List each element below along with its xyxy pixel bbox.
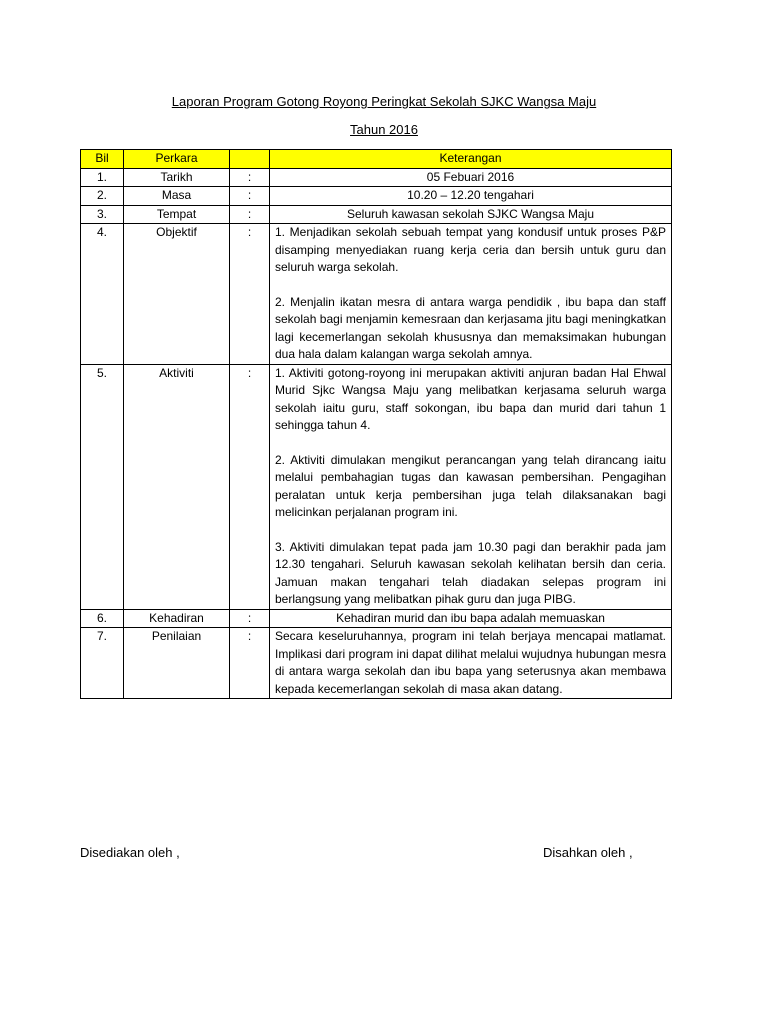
document-title: Laporan Program Gotong Royong Peringkat Sekolah SJKC Wangsa Maju [171, 94, 597, 109]
row-perkara: Objektif [124, 224, 230, 365]
row-keterangan: Kehadiran murid dan ibu bapa adalah memuaskan [270, 609, 672, 628]
row-separator: : [230, 205, 270, 224]
row-perkara: Tempat [124, 205, 230, 224]
report-table [80, 149, 672, 699]
row-keterangan: 10.20 – 12.20 tengahari [270, 187, 672, 206]
header-keterangan: Keterangan [270, 150, 672, 169]
table-row [81, 168, 672, 187]
row-separator: : [230, 609, 270, 628]
table-row [81, 628, 672, 699]
table-row [81, 187, 672, 206]
row-keterangan: 05 Febuari 2016 [270, 168, 672, 187]
row-number: 4. [81, 224, 124, 365]
row-keterangan: Seluruh kawasan sekolah SJKC Wangsa Maju [270, 205, 672, 224]
table-header-row [81, 150, 672, 169]
row-keterangan [270, 628, 672, 699]
objektif-paragraph: 2. Menjalin ikatan mesra di antara warga pendidik , ibu bapa dan staff sekolah bagi menjamin kemesraan dan kerjasama jitu bagi meningkatkan lagi kecemerlangan sekolah khususnya dan memaksimakan hubungan dua hala dalam kalangan warga sekolah amnya. [275, 294, 666, 361]
approved-by-label: Disahkan oleh , [543, 845, 633, 860]
row-perkara: Penilaian [124, 628, 230, 699]
table-row [81, 205, 672, 224]
row-perkara: Aktiviti [124, 364, 230, 609]
row-separator: : [230, 224, 270, 365]
row-perkara: Masa [124, 187, 230, 206]
row-number: 5. [81, 364, 124, 609]
header-separator [230, 150, 270, 169]
aktiviti-paragraph: 1. Aktiviti gotong-royong ini merupakan aktiviti anjuran badan Hal Ehwal Murid Sjkc Wangsa Maju yang melibatkan kerjasama seluruh warga sekolah iaitu guru, staff sokongan, ibu bapa dan murid dari tahun 1 sehingga tahun 4. [275, 365, 666, 432]
row-separator: : [230, 628, 270, 699]
row-number: 3. [81, 205, 124, 224]
aktiviti-paragraph: 3. Aktiviti dimulakan tepat pada jam 10.30 pagi dan berakhir pada jam 12.30 tengahari. Seluruh kawasan sekolah kelihatan bersih dan ceria. Jamuan makan tengahari telah diadakan selepas program ini berlangsung yang melibatkan pihak guru dan juga PIBG. [275, 539, 666, 606]
row-separator: : [230, 364, 270, 609]
row-number: 7. [81, 628, 124, 699]
document-year: Tahun 2016 [350, 122, 418, 137]
row-separator: : [230, 187, 270, 206]
header-perkara: Perkara [124, 150, 230, 169]
header-bil: Bil [81, 150, 124, 169]
penilaian-paragraph: Secara keseluruhannya, program ini telah berjaya mencapai matlamat. Implikasi dari program ini dapat dilihat melalui wujudnya hubungan mesra di antara warga sekolah dan ibu bapa yang seterusnya akan membawa kepada kecemerlangan sekolah di masa akan datang. [275, 629, 666, 696]
row-number: 6. [81, 609, 124, 628]
objektif-paragraph: 1. Menjadikan sekolah sebuah tempat yang kondusif untuk proses P&P disamping menyediakan ruang kerja ceria dan bersih untuk guru dan seluruh warga sekolah. [275, 225, 666, 274]
row-keterangan [270, 364, 672, 609]
aktiviti-paragraph: 2. Aktiviti dimulakan mengikut perancangan yang telah dirancang iaitu melalui pembahagian tugas dan kawasan pembersihan. Pengagihan peralatan untuk kerja pembersihan juga telah dilaksanakan bagi melicinkan perjalanan program ini. [275, 452, 666, 519]
table-row [81, 364, 672, 609]
table-row [81, 224, 672, 365]
table-row [81, 609, 672, 628]
row-perkara: Tarikh [124, 168, 230, 187]
row-perkara: Kehadiran [124, 609, 230, 628]
row-separator: : [230, 168, 270, 187]
row-number: 2. [81, 187, 124, 206]
row-keterangan [270, 224, 672, 365]
prepared-by-label: Disediakan oleh , [80, 845, 180, 860]
row-number: 1. [81, 168, 124, 187]
